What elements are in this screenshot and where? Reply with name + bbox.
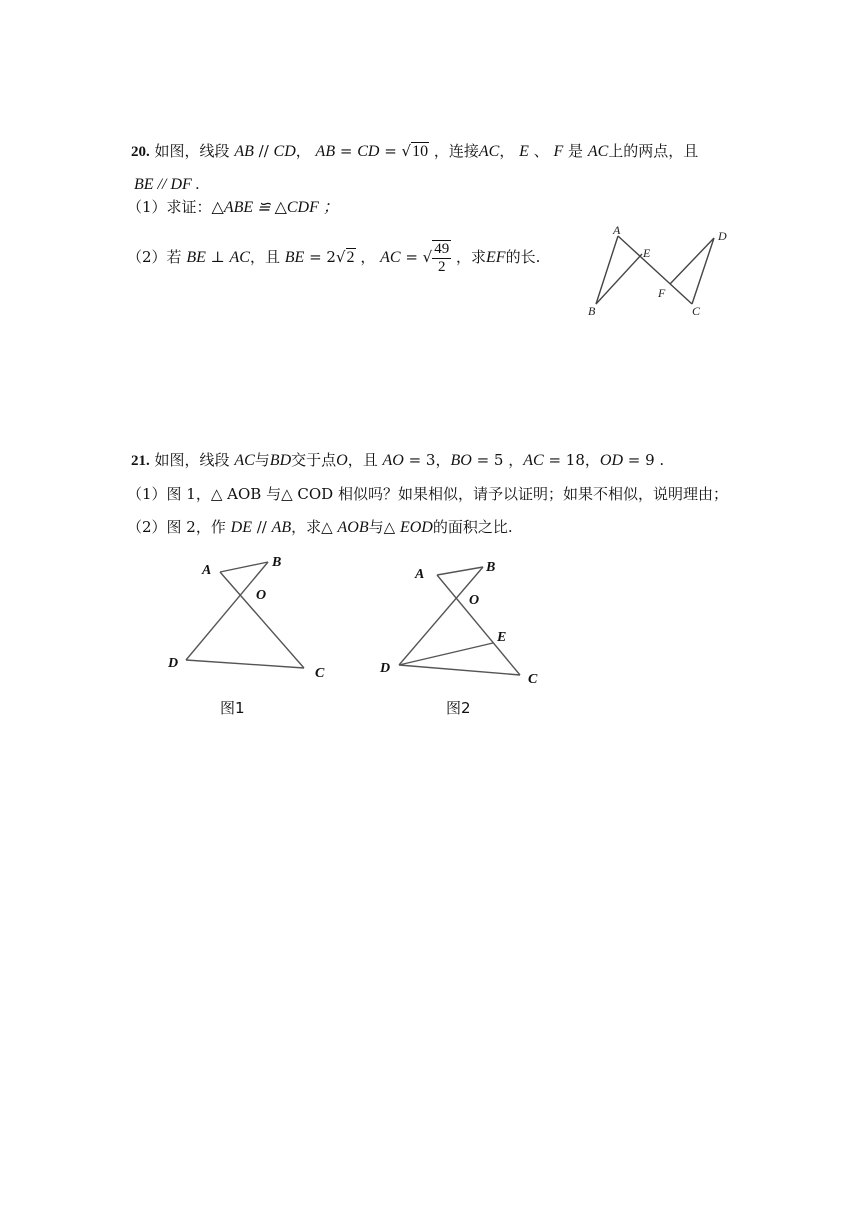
q20-part2-prefix: （2）若 [127, 248, 182, 266]
q20-figure [580, 222, 740, 322]
label-e: E [643, 246, 651, 260]
segment-ac [618, 236, 692, 304]
q20-number: 20. [131, 144, 150, 160]
q20-part1 [127, 197, 339, 218]
segment-ac [220, 572, 304, 668]
q21-part2-a: （2）图 2，作 [127, 518, 226, 536]
q21-part2: （2）图 2，作 DE // AB，求△ AOB与△ EOD的面积之比. [127, 518, 513, 536]
segment-dc [692, 238, 714, 304]
label-e: E [497, 630, 507, 645]
q21-intro-b: 与 [254, 451, 270, 469]
q21-figure-1 [160, 550, 340, 685]
label-a: A [415, 567, 425, 582]
q21-intro-c: 交于点 [291, 451, 337, 469]
segment-df [670, 238, 714, 284]
segment-dc [399, 665, 520, 675]
q20-intro-d: 上的两点，且 [608, 142, 699, 160]
q21-line1: 21. 如图，线段 AC与BD交于点O，且 AO = 3，BO = 5 ，AC = 18，OD = 9 . [131, 451, 665, 469]
segment-dc [186, 660, 304, 668]
frac-49-2: $\frac{49}{2}$ [434, 241, 450, 275]
q20-part2-mid: ，且 [249, 248, 280, 266]
label-a: A [202, 563, 212, 578]
q20-intro-c: 是 [568, 142, 584, 160]
segment-de [399, 643, 493, 665]
label-b: B [588, 304, 596, 318]
label-d: D [168, 656, 179, 671]
label-b: B [486, 560, 496, 575]
segment-ab [437, 567, 483, 575]
q20-intro-a: 如图，线段 [154, 142, 230, 160]
q21-intro: 如图，线段 [154, 451, 230, 469]
q21-part2-d: 的面积之比. [432, 518, 513, 536]
q20-part2-end: ，求 [456, 248, 487, 266]
label-c: C [315, 666, 325, 681]
fig2-caption: 图2 [446, 699, 471, 717]
label-c: C [692, 304, 701, 318]
q21-number: 21. [131, 453, 150, 469]
q21-part2-b: ，求△ [291, 518, 333, 536]
label-o: O [469, 593, 480, 608]
label-a: A [613, 223, 621, 237]
segment-ab [596, 236, 618, 304]
q20-condition: BE // DF . [134, 176, 200, 193]
label-o: O [256, 588, 267, 603]
label-f: F [658, 286, 666, 300]
segment-ac [437, 575, 520, 675]
q21-part2-c: 与△ [368, 518, 396, 536]
q20-part2-tail: 的长. [505, 248, 541, 266]
q20-part1-prefix: （1）求证： [127, 198, 212, 216]
sqrt-10: √10 [401, 142, 429, 160]
q20-part1-expr: △ABE ≌ △CDF ； [211, 199, 339, 216]
q21-intro-d: ，且 [347, 451, 378, 469]
segment-bd [186, 562, 268, 660]
label-c: C [528, 672, 538, 687]
fig1-caption: 图1 [220, 699, 245, 717]
q20-line1: 20. 如图，线段 AB // CD， AB = CD = √10 ，连接AC， E 、 F 是 AC上的两点，且 [131, 142, 699, 160]
segment-be [596, 254, 642, 304]
q21-figure-2 [375, 553, 555, 693]
label-d: D [718, 229, 727, 243]
q20-part2: （2）若 BE ⊥ AC，且 BE = 2√2 ， AC = √ $\frac{49}{2}$ ，求EF的长. [127, 241, 541, 275]
q20-intro-b: ，连接 [433, 142, 479, 160]
label-b: B [272, 555, 282, 570]
q21-part1: （1）图 1，△ AOB 与△ COD 相似吗？如果相似，请予以证明；如果不相似，说明理由； [127, 485, 728, 503]
label-d: D [380, 661, 391, 676]
